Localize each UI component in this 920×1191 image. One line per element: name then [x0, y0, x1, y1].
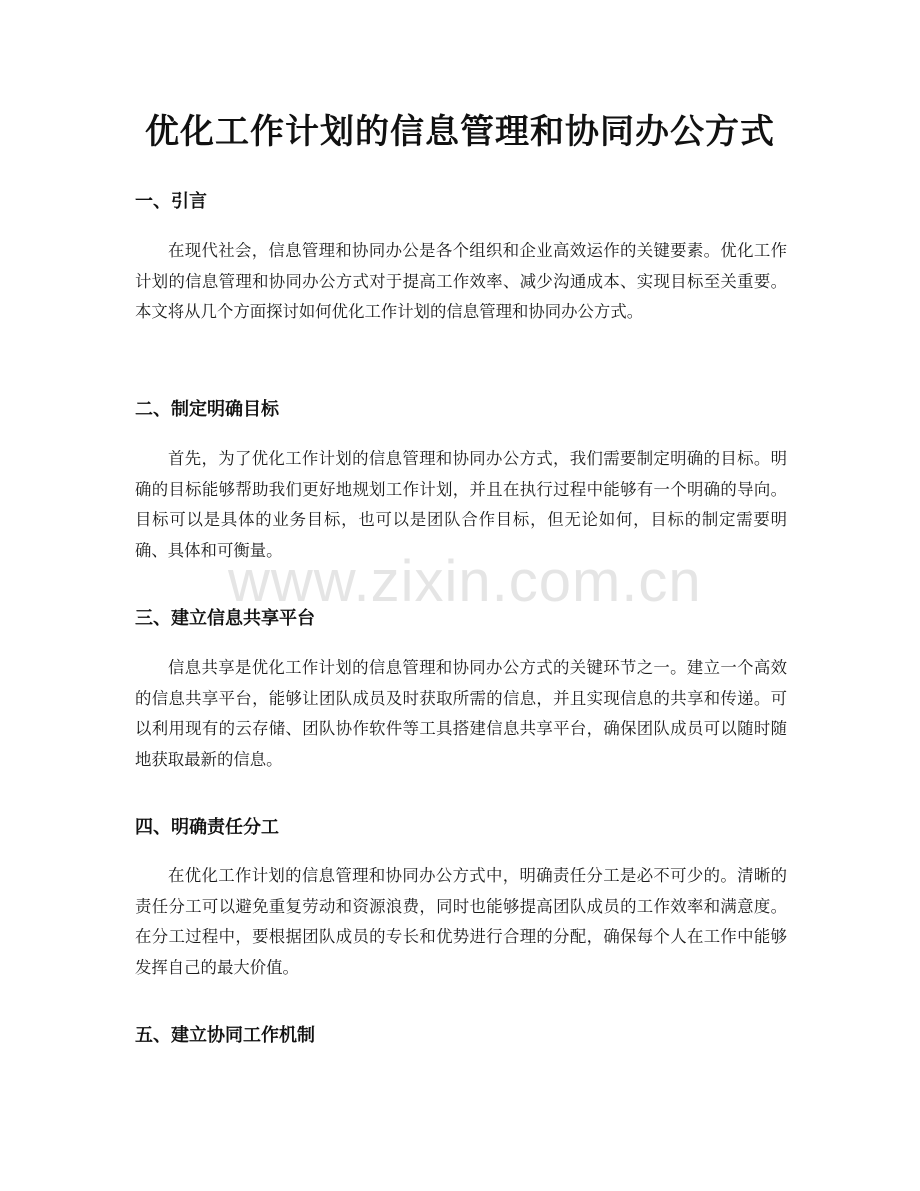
page-title: 优化工作计划的信息管理和协同办公方式 [145, 112, 775, 152]
section-body-goals: 首先，为了优化工作计划的信息管理和协同办公方式，我们需要制定明确的目标。明确的目标能够帮助我们更好地规划工作计划，并且在执行过程中能够有一个明确的导向。目标可以是具体的业务目标，也可以是团队合作目标，但无论如何，目标的制定需要明确、具体和可衡量。 [135, 449, 787, 560]
section-body-info-sharing: 信息共享是优化工作计划的信息管理和协同办公方式的关键环节之一。建立一个高效的信息共享平台，能够让团队成员及时获取所需的信息，并且实现信息的共享和传递。可以利用现有的云存储、团队协作软件等工具搭建信息共享平台，确保团队成员可以随时随地获取最新的信息。 [135, 658, 787, 769]
section-heading-info-sharing: 三、建立信息共享平台 [135, 608, 315, 629]
section-heading-responsibility: 四、明确责任分工 [135, 817, 279, 838]
section-body-intro: 在现代社会，信息管理和协同办公是各个组织和企业高效运作的关键要素。优化工作计划的信息管理和协同办公方式对于提高工作效率、减少沟通成本、实现目标至关重要。本文将从几个方面探讨如何优化工作计划的信息管理和协同办公方式。 [135, 241, 787, 321]
section-body-responsibility: 在优化工作计划的信息管理和协同办公方式中，明确责任分工是必不可少的。清晰的责任分工可以避免重复劳动和资源浪费，同时也能够提高团队成员的工作效率和满意度。在分工过程中，要根据团队成员的专长和优势进行合理的分配，确保每个人在工作中能够发挥自己的最大价值。 [135, 866, 787, 977]
watermark-text: www.zixin.com.cn [228, 549, 702, 614]
section-heading-collaboration: 五、建立协同工作机制 [135, 1025, 315, 1046]
section-heading-intro: 一、引言 [135, 191, 207, 212]
section-heading-goals: 二、制定明确目标 [135, 399, 279, 420]
